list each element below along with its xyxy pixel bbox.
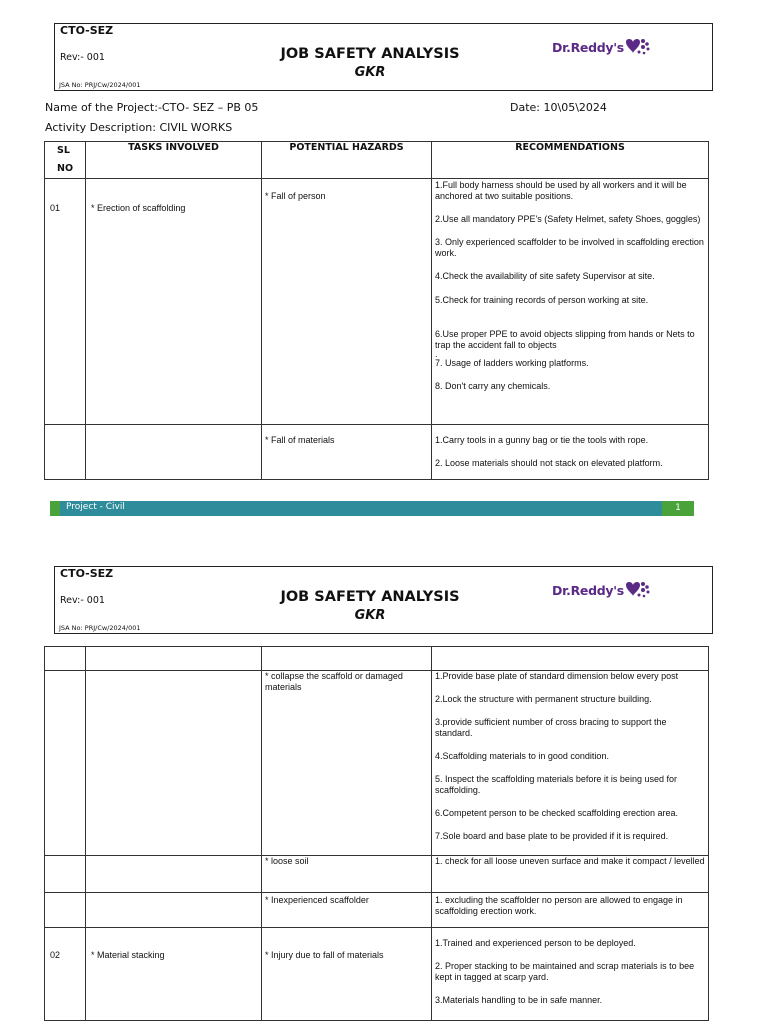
- table-row: [45, 856, 709, 893]
- task-cell: [86, 425, 262, 480]
- org-label: CTO-SEZ: [60, 567, 114, 580]
- table-row: [45, 425, 709, 480]
- table-row: [45, 671, 709, 856]
- hazard-cell: * Injury due to fall of materials: [262, 928, 432, 1021]
- task-cell: [86, 671, 262, 856]
- page2-header-box: [54, 566, 713, 634]
- recommendation-item: 1.Provide base plate of standard dimension below every post: [435, 671, 679, 681]
- table-blank-row: [45, 647, 709, 671]
- recommendation-item: 1.Carry tools in a gunny bag or tie the tools with rope.: [435, 435, 649, 445]
- recommendations-cell: [432, 856, 709, 893]
- table-row: [45, 179, 709, 425]
- recommendation-item: 7.Sole board and base plate to be provided if it is required.: [435, 831, 669, 841]
- jsa-number: JSA No: PRJ/Cw/2024/001: [59, 624, 141, 632]
- recommendations-cell: [432, 179, 709, 425]
- activity-description: Activity Description: CIVIL WORKS: [45, 121, 233, 134]
- recommendation-item: 4.Scaffolding materials to in good condition.: [435, 751, 609, 761]
- col-header-hazards: POTENTIAL HAZARDS: [262, 142, 432, 179]
- recommendation-item: 6.Competent person to be checked scaffolding erection area.: [435, 808, 678, 818]
- revision-label: Rev:- 001: [60, 595, 105, 606]
- recommendation-item: 1. check for all loose uneven surface and make it compact / levelled: [435, 856, 705, 866]
- table-row: [45, 928, 709, 1021]
- jsa-number: JSA No: PRJ/Cw/2024/001: [59, 81, 141, 89]
- document-subtitle: GKR: [354, 65, 386, 80]
- col-header-recommendations: RECOMMENDATIONS: [432, 142, 709, 179]
- recommendation-item: 8. Don't carry any chemicals.: [435, 381, 551, 391]
- recommendation-item: 3.provide sufficient number of cross bracing to support the standard.: [435, 717, 667, 738]
- col-header-sl: SL NO: [45, 142, 86, 179]
- task-cell: [86, 856, 262, 893]
- company-logo: [552, 579, 662, 605]
- recommendation-item: 1. excluding the scaffolder no person are allowed to engage in scaffolding erection work.: [435, 895, 683, 916]
- recommendation-item: 4.Check the availability of site safety Supervisor at site.: [435, 271, 655, 281]
- page-footer: [50, 501, 694, 516]
- blank-cell: [86, 647, 262, 671]
- recommendation-item: 2. Proper stacking to be maintained and scrap materials is to bee kept in tagged at scarp yard.: [435, 961, 695, 982]
- task-cell: * Material stacking: [86, 928, 262, 1021]
- page-number: 1: [662, 501, 694, 516]
- document-title: JOB SAFETY ANALYSIS: [280, 589, 460, 605]
- recommendation-item: 5. Inspect the scaffolding materials before it is being used for scaffolding.: [435, 774, 677, 795]
- recommendations-cell: [432, 671, 709, 856]
- recommendation-item: 3. Only experienced scaffolder to be involved in scaffolding erection work.: [435, 237, 704, 258]
- recommendation-item: 7. Usage of ladders working platforms.: [435, 358, 589, 368]
- blank-cell: [432, 647, 709, 671]
- blank-cell: [262, 647, 432, 671]
- revision-label: Rev:- 001: [60, 52, 105, 63]
- recommendations-cell: [432, 425, 709, 480]
- recommendation-item: .: [435, 349, 438, 359]
- task-cell: * Erection of scaffolding: [86, 179, 262, 425]
- jsa-table-page2: [44, 646, 709, 1021]
- recommendation-item: 2. Loose materials should not stack on elevated platform.: [435, 458, 663, 468]
- company-logo: [552, 36, 662, 62]
- hazard-cell: * Fall of materials: [262, 425, 432, 480]
- page1-header-box: [54, 23, 713, 91]
- sl-cell: [45, 893, 86, 928]
- sl-cell: 01: [45, 179, 86, 425]
- logo-text: Dr.Reddy's: [552, 40, 624, 55]
- recommendation-item: 6.Use proper PPE to avoid objects slipping from hands or Nets to trap the accident fall to objects: [435, 329, 695, 350]
- recommendation-item: 1.Trained and experienced person to be deployed.: [435, 938, 636, 948]
- document-subtitle: GKR: [354, 608, 386, 623]
- document-date: Date: 10\05\2024: [510, 101, 607, 114]
- sl-cell: [45, 671, 86, 856]
- hazard-cell: * Inexperienced scaffolder: [262, 893, 432, 928]
- hazard-cell: * Fall of person: [262, 179, 432, 425]
- blank-cell: [45, 647, 86, 671]
- hazard-cell: * collapse the scaffold or damaged materials: [262, 671, 432, 856]
- recommendation-item: 5.Check for training records of person working at site.: [435, 295, 649, 305]
- logo-mark-icon: [622, 579, 652, 603]
- recommendations-cell: [432, 893, 709, 928]
- logo-mark-icon: [622, 36, 652, 60]
- recommendations-cell: [432, 928, 709, 1021]
- sl-cell: 02: [45, 928, 86, 1021]
- org-label: CTO-SEZ: [60, 24, 114, 37]
- document-title: JOB SAFETY ANALYSIS: [280, 46, 460, 62]
- task-cell: [86, 893, 262, 928]
- sl-cell: [45, 425, 86, 480]
- recommendation-item: 3.Materials handling to be in safe manner.: [435, 995, 603, 1005]
- table-header-row: [45, 142, 709, 179]
- table-row: [45, 893, 709, 928]
- project-name: Name of the Project:-CTO- SEZ – PB 05: [45, 101, 259, 114]
- footer-label: Project - Civil: [66, 502, 125, 512]
- sl-cell: [45, 856, 86, 893]
- recommendation-item: 2.Use all mandatory PPE's (Safety Helmet, safety Shoes, goggles): [435, 214, 701, 224]
- logo-text: Dr.Reddy's: [552, 583, 624, 598]
- jsa-table-page1: [44, 141, 709, 480]
- footer-accent: [50, 501, 60, 516]
- recommendation-item: 2.Lock the structure with permanent structure building.: [435, 694, 652, 704]
- recommendation-item: 1.Full body harness should be used by all workers and it will be anchored at two suitable positions.: [435, 180, 687, 201]
- col-header-tasks: TASKS INVOLVED: [86, 142, 262, 179]
- hazard-cell: * loose soil: [262, 856, 432, 893]
